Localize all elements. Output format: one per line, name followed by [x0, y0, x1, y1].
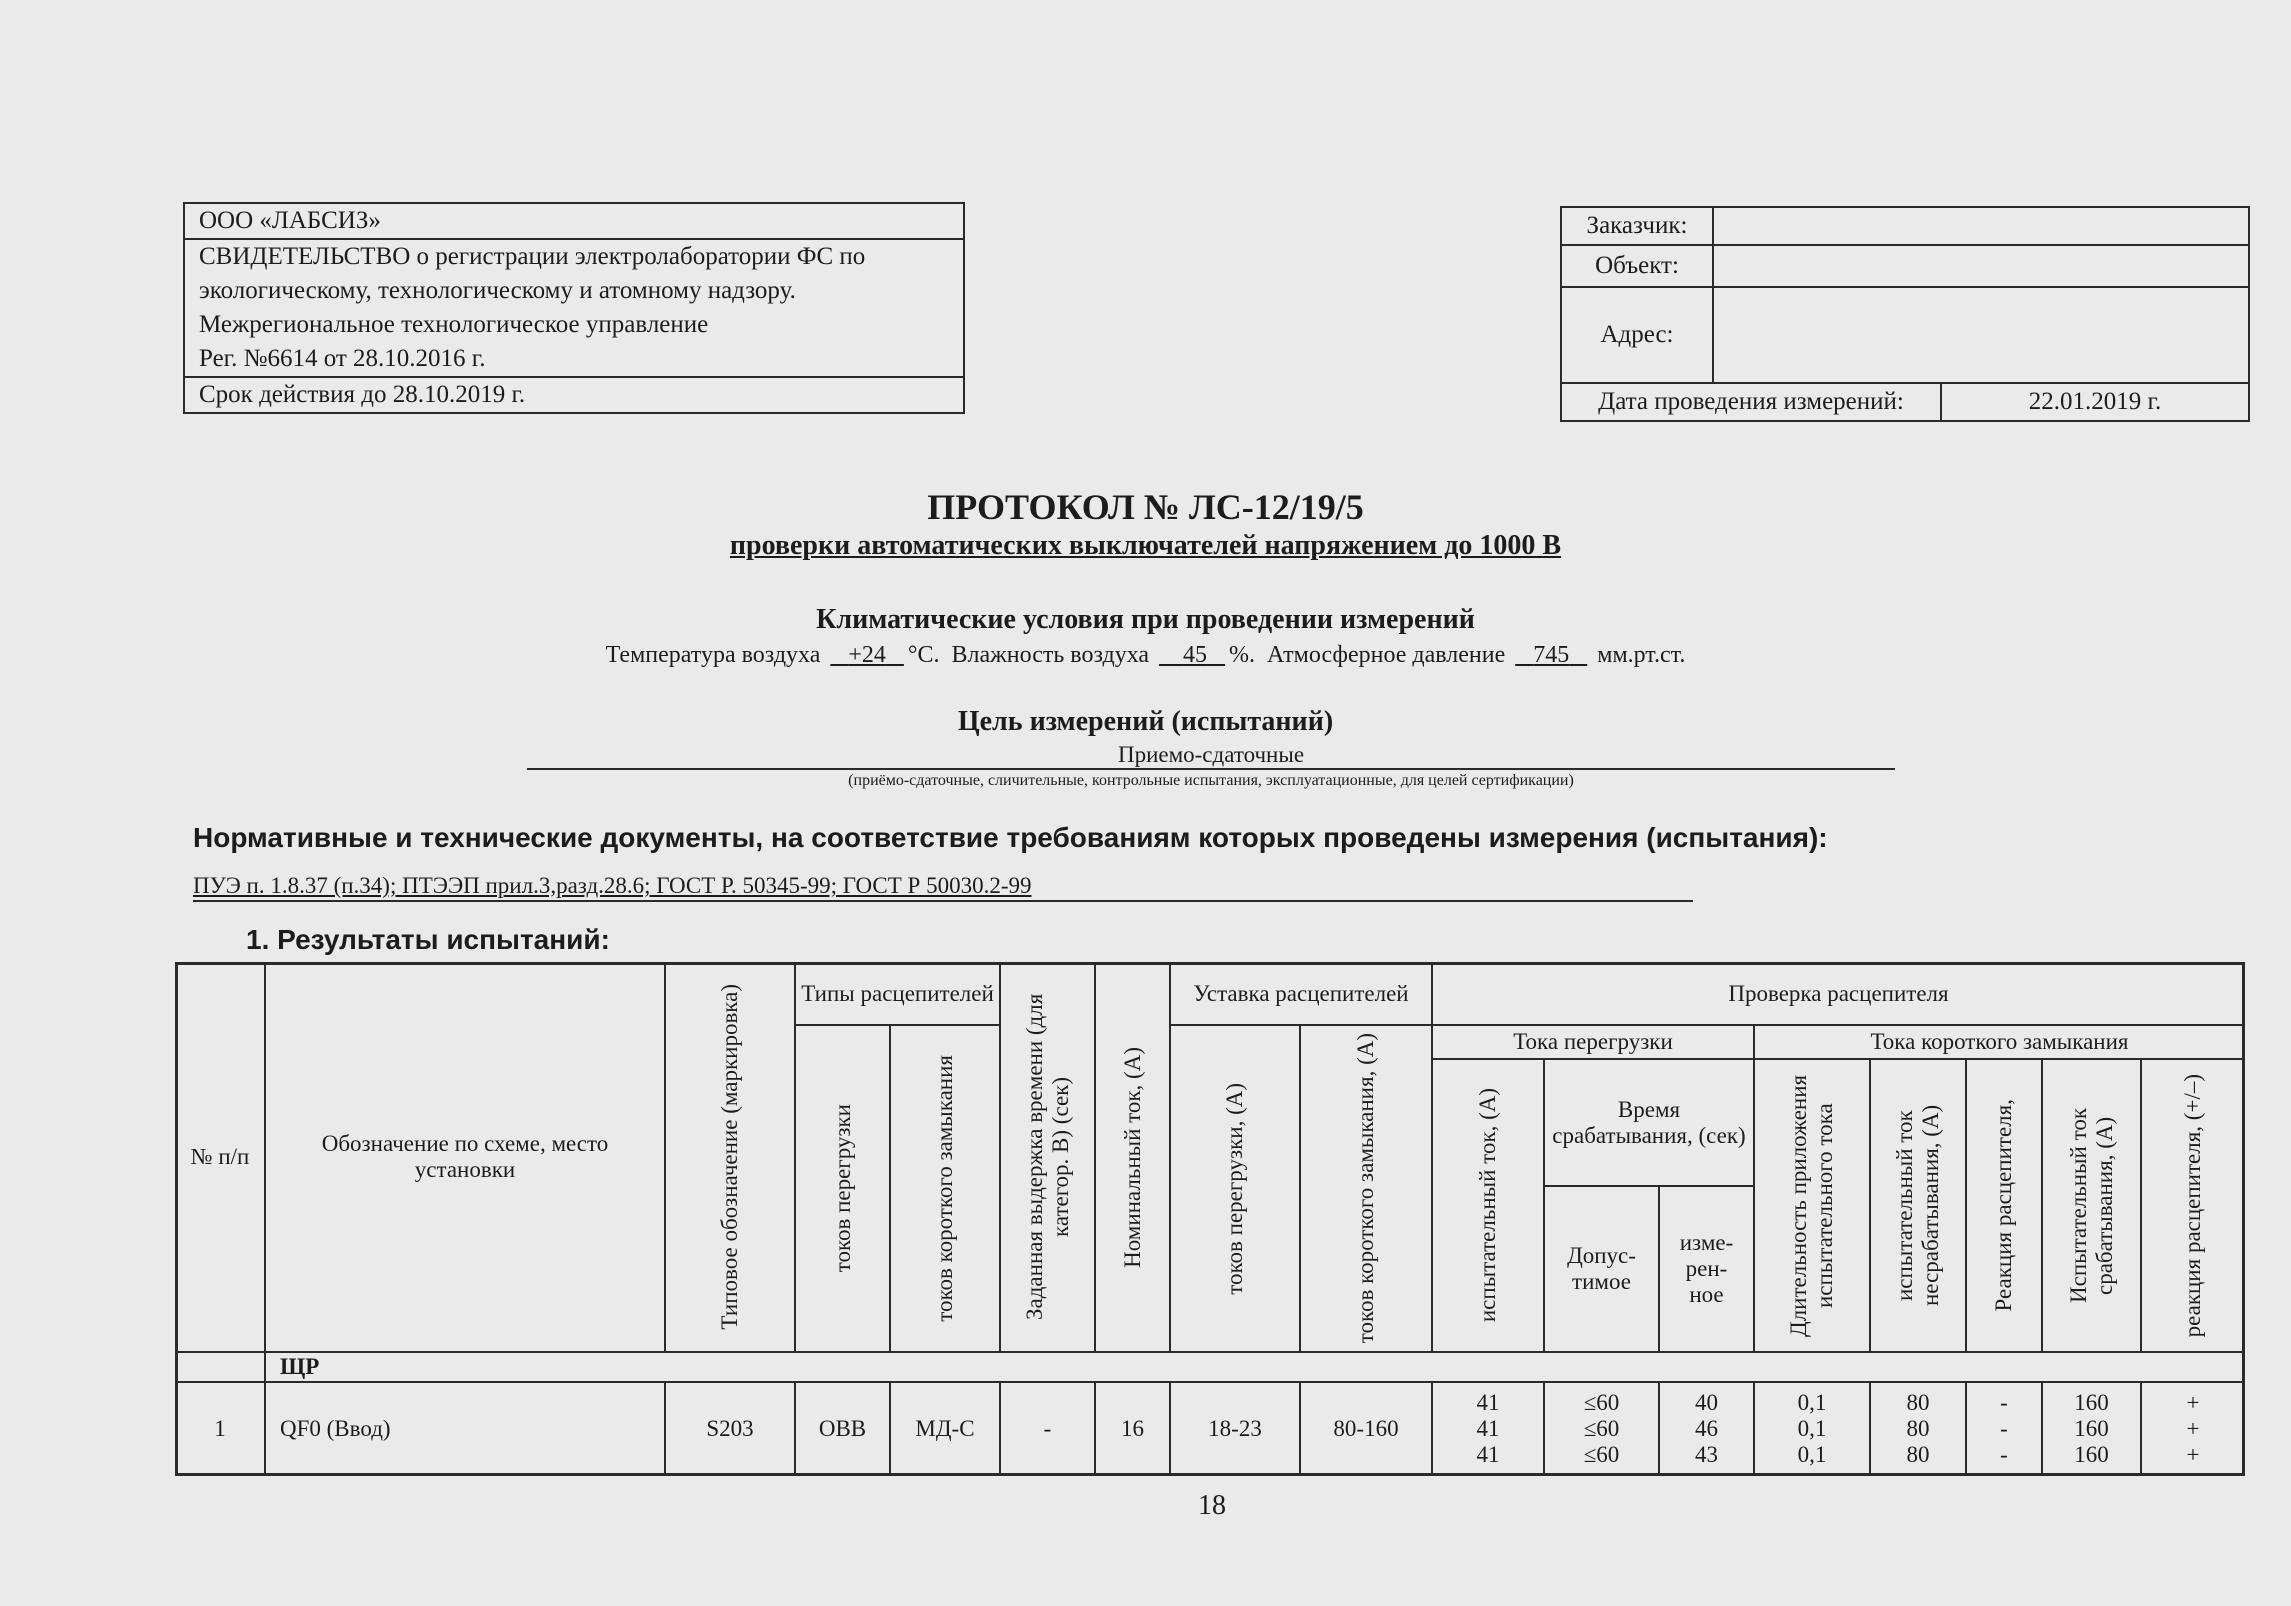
- pressure-label: Атмосферное давление: [1267, 642, 1506, 668]
- client-info-box: [1560, 206, 2250, 422]
- climate-line: [0, 642, 2291, 669]
- section-num-cell: [175, 1352, 265, 1382]
- header-delay: Заданная выдержка времени (для категор. В) (сек): [1000, 962, 1095, 1352]
- results-table: [175, 962, 2245, 1476]
- header-check-overload: Тока перегрузки: [1432, 1025, 1754, 1059]
- temp-unit: °C.: [907, 642, 940, 668]
- purpose-note: (приёмо-сдаточные, сличительные, контрольные испытания, эксплуатационные, для целей сертификации): [848, 772, 1574, 789]
- measurement-cell: +: [2186, 1416, 2200, 1441]
- measurement-cell: ≤60: [1583, 1442, 1620, 1467]
- customer-value: [1714, 208, 2248, 244]
- address-value: [1714, 288, 2248, 382]
- header-duration: Длительность приложения испытательного тока: [1754, 1059, 1870, 1352]
- climate-title: Климатические условия при проведении измерений: [816, 604, 1475, 635]
- header-check-short: Тока короткого замыкания: [1754, 1025, 2245, 1059]
- norms-title: Нормативные и технические документы, на соответствие требованиям которых проведены измерения (испытания):: [193, 822, 1828, 853]
- measurement-cell: 80: [1906, 1390, 1930, 1415]
- page-number: 18: [1198, 1490, 1226, 1521]
- purpose-title: Цель измерений (испытаний): [957, 706, 1334, 737]
- col-trip-current: [2042, 1382, 2141, 1476]
- measurement-cell: ≤60: [1583, 1390, 1620, 1415]
- date-value: 22.01.2019 г.: [2028, 388, 2162, 415]
- measurement-cell: 160: [2074, 1442, 2109, 1467]
- header-set-short: токов короткого замыкания, (А): [1300, 1025, 1432, 1352]
- address-row: [1562, 288, 2248, 384]
- header-nontrip: испытательный ток несрабатывания, (А): [1870, 1059, 1966, 1352]
- col-reaction: [1966, 1382, 2042, 1476]
- lab-certificate: [185, 240, 963, 378]
- cert-line-2: экологическому, технологическому и атомному надзору.: [199, 277, 796, 304]
- measurement-cell: 40: [1695, 1390, 1718, 1415]
- results-title: 1. Результаты испытаний:: [246, 924, 610, 955]
- header-trip-current: Испытательный ток срабатывания, (А): [2042, 1059, 2141, 1352]
- measurement-cell: 46: [1695, 1416, 1718, 1441]
- cert-line-1: СВИДЕТЕЛЬСТВО о регистрации электролаборатории ФС по: [199, 243, 866, 270]
- header-release-types: Типы расцепителей: [795, 962, 1000, 1025]
- header-setting: Уставка расцепителей: [1170, 962, 1432, 1025]
- col-measured: [1659, 1382, 1754, 1476]
- date-label: Дата проведения измерений:: [1562, 384, 1942, 420]
- object-value: [1714, 246, 2248, 286]
- row-overload: ОВВ: [795, 1382, 890, 1476]
- measurement-cell: 43: [1695, 1442, 1718, 1467]
- measurement-cell: -: [2000, 1442, 2008, 1467]
- row-set-overload: 18-23: [1170, 1382, 1300, 1476]
- temp-label: Температура воздуха: [605, 642, 821, 668]
- lab-validity: Срок действия до 28.10.2019 г.: [199, 381, 526, 408]
- measurement-cell: -: [2000, 1416, 2008, 1441]
- row-set-short: 80-160: [1300, 1382, 1432, 1476]
- row-short: МД-С: [890, 1382, 1000, 1476]
- lab-name: ООО «ЛАБСИЗ»: [185, 204, 963, 240]
- row-nominal: 16: [1095, 1382, 1170, 1476]
- measurement-cell: 0,1: [1797, 1442, 1827, 1467]
- measurement-cell: 80: [1906, 1416, 1930, 1441]
- col-allowed: [1544, 1382, 1659, 1476]
- measurement-cell: 160: [2074, 1416, 2109, 1441]
- measurement-cell: ≤60: [1583, 1416, 1620, 1441]
- header-designation: Обозначение по схеме, место установки: [265, 962, 665, 1352]
- header-nominal: Номинальный ток, (А): [1095, 962, 1170, 1352]
- customer-label: Заказчик:: [1562, 208, 1714, 244]
- humidity-label: Влажность воздуха: [951, 642, 1150, 668]
- object-label: Объект:: [1562, 246, 1714, 286]
- temp-value: +24: [848, 642, 886, 668]
- header-check: Проверка расцепителя: [1432, 962, 2245, 1025]
- measurement-cell: +: [2186, 1390, 2200, 1415]
- col-nontrip: [1870, 1382, 1966, 1476]
- pressure-unit: мм.рт.ст.: [1597, 642, 1686, 668]
- cert-line-3: Межрегиональное технологическое управление: [199, 311, 709, 338]
- col-duration: [1754, 1382, 1870, 1476]
- row-delay: -: [1000, 1382, 1095, 1476]
- measurement-cell: +: [2186, 1442, 2200, 1467]
- purpose-value: Приемо-сдаточные: [527, 742, 1895, 770]
- lab-info-box: [183, 202, 965, 414]
- header-measured: изме-рен-ное: [1659, 1186, 1754, 1352]
- address-label: Адрес:: [1562, 288, 1714, 382]
- measurement-cell: 80: [1906, 1442, 1930, 1467]
- protocol-title: ПРОТОКОЛ № ЛС-12/19/5: [927, 487, 1364, 527]
- header-allowed: Допус-тимое: [1544, 1186, 1659, 1352]
- pressure-value: 745: [1533, 642, 1570, 668]
- header-num: № п/п: [175, 962, 265, 1352]
- section-title: ЩР: [265, 1352, 2245, 1382]
- protocol-subtitle: проверки автоматических выключателей напряжением до 1000 В: [729, 530, 1562, 561]
- header-reaction-pm: реакция расцепителя, (+/–): [2141, 1059, 2245, 1352]
- measurement-cell: 0,1: [1797, 1416, 1827, 1441]
- header-test-current: испытательный ток, (А): [1432, 1059, 1544, 1352]
- norms-docs: ПУЭ п. 1.8.37 (п.34); ПТЭЭП прил.3,разд.28.6; ГОСТ Р. 50345-99; ГОСТ Р 50030.2-99: [193, 872, 1693, 902]
- header-type: Типовое обозначение (маркировка): [665, 962, 795, 1352]
- date-row: [1562, 384, 2248, 420]
- header-short: токов короткого замыкания: [890, 1025, 1000, 1352]
- row-designation: QF0 (Ввод): [265, 1382, 665, 1476]
- measurement-cell: 41: [1476, 1416, 1500, 1441]
- row-type: S203: [665, 1382, 795, 1476]
- header-reaction: Реакция расцепителя,: [1966, 1059, 2042, 1352]
- measurement-cell: -: [2000, 1390, 2008, 1415]
- measurement-cell: 41: [1476, 1390, 1500, 1415]
- row-num: 1: [175, 1382, 265, 1476]
- object-row: [1562, 246, 2248, 288]
- header-trip-time: Время срабатывания, (сек): [1544, 1059, 1754, 1186]
- col-reaction-pm: [2141, 1382, 2245, 1476]
- cert-line-4: Рег. №6614 от 28.10.2016 г.: [199, 345, 486, 372]
- header-set-overload: токов перегрузки, (А): [1170, 1025, 1300, 1352]
- humidity-unit: %.: [1229, 642, 1256, 668]
- col-test-current: [1432, 1382, 1544, 1476]
- measurement-cell: 160: [2074, 1390, 2109, 1415]
- customer-row: [1562, 208, 2248, 246]
- header-overload: токов перегрузки: [795, 1025, 890, 1352]
- measurement-cell: 41: [1476, 1442, 1500, 1467]
- measurement-cell: 0,1: [1797, 1390, 1827, 1415]
- humidity-value: 45: [1183, 642, 1208, 668]
